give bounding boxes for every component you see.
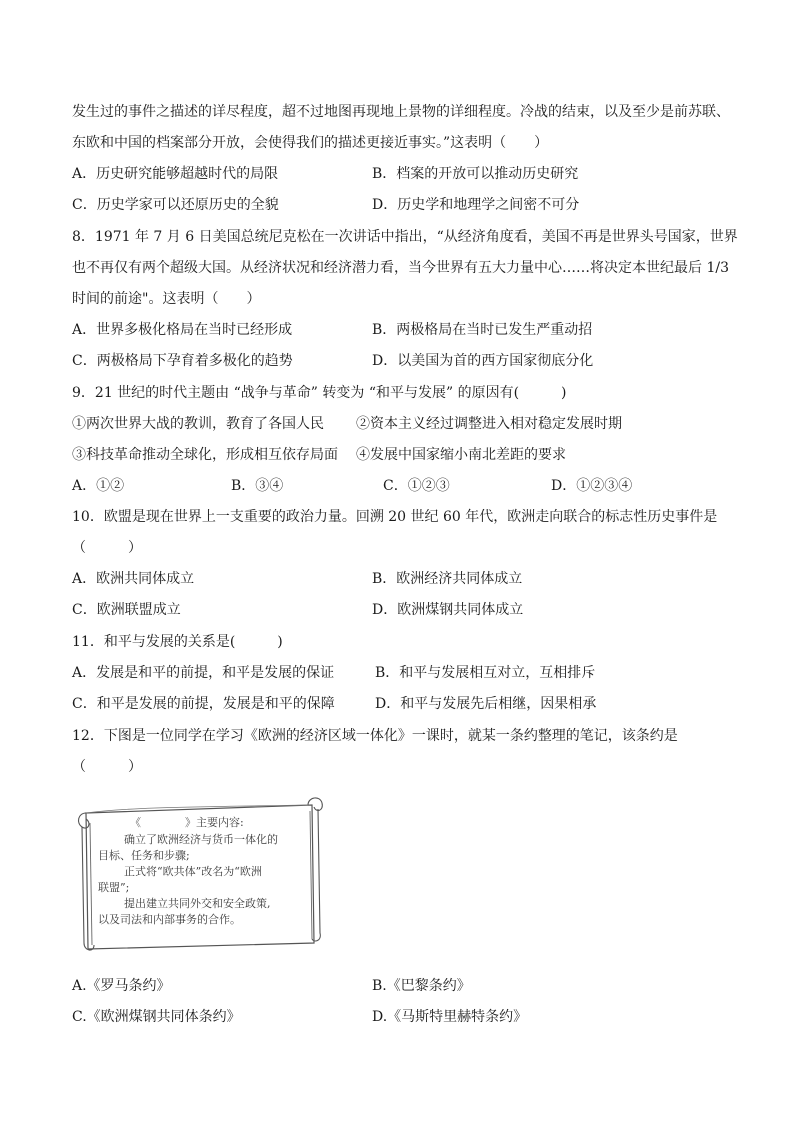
q10-option-a[interactable]: A．欧洲共同体成立 — [72, 571, 195, 587]
q9-statement-1: ①两次世界大战的教训，教育了各国人民 — [72, 416, 324, 432]
q7-option-b[interactable]: B．档案的开放可以推动历史研究 — [372, 166, 579, 182]
q11-option-d[interactable]: D．和平与发展先后相继，因果相承 — [375, 696, 597, 712]
q7-stem-line1: 发生过的事件之描述的详尽程度，超不过地图再现地上景物的详细程度。冷战的结束，以及至少是前苏联、 — [72, 104, 730, 120]
q10-stem-line1: 10．欧盟是现在世界上一支重要的政治力量。回溯 20 世纪 60 年代，欧洲走向联合的标志性历史事件是 — [72, 509, 718, 525]
q12-option-d[interactable]: D.《马斯特里赫特条约》 — [372, 1009, 528, 1025]
q11-option-a[interactable]: A．发展是和平的前提，和平是发展的保证 — [72, 665, 335, 681]
q8-stem-line1: 8．1971 年 7 月 6 日美国总统尼克松在一次讲话中指出，“从经济角度看，美国不再是世界头号国家，世界 — [72, 229, 738, 245]
scroll-line-1: 确立了欧洲经济与货币一体化的 — [124, 833, 278, 846]
q8-stem-line2: 也不再仅有两个超级大国。从经济状况和经济潜力看，当今世界有五大力量中心……将决定本世纪最后 1/3 — [72, 260, 729, 276]
scroll-title: 《 》主要内容: — [130, 816, 244, 829]
q9-option-b[interactable]: B．③④ — [231, 478, 284, 494]
q12-stem-line1: 12．下图是一位同学在学习《欧洲的经济区域一体化》一课时，就某一条约整理的笔记，该条约是 — [72, 728, 678, 744]
scroll-line-4: 联盟”; — [98, 881, 130, 894]
q11-stem-line1: 11．和平与发展的关系是( ) — [72, 634, 283, 650]
q12-option-c[interactable]: C.《欧洲煤钢共同体条约》 — [72, 1009, 241, 1025]
scroll-line-3: 正式将“欧共体”改名为“欧洲 — [124, 865, 262, 878]
q9-statement-3: ③科技革命推动全球化，形成相互依存局面 — [72, 447, 338, 463]
q8-stem-line3: 时间的前途"。这表明（ ） — [72, 291, 261, 307]
q7-stem-line2: 东欧和中国的档案部分开放，会使得我们的描述更接近事实。”这表明（ ） — [72, 135, 549, 151]
scroll-line-2: 目标、任务和步骤; — [98, 849, 190, 862]
q12-option-b[interactable]: B.《巴黎条约》 — [372, 978, 471, 994]
q11-option-c[interactable]: C．和平是发展的前提，发展是和平的保障 — [72, 696, 335, 712]
q8-option-b[interactable]: B．两极格局在当时已发生严重动招 — [372, 322, 593, 338]
q7-option-a[interactable]: A．历史研究能够超越时代的局限 — [72, 166, 279, 182]
q9-statement-4: ④发展中国家缩小南北差距的要求 — [356, 447, 566, 463]
q9-option-d[interactable]: D．①②③④ — [551, 478, 633, 494]
q12-option-a[interactable]: A.《罗马条约》 — [72, 978, 171, 994]
q9-stem-line1: 9．21 世纪的时代主题由 “战争与革命” 转变为 “和平与发展” 的原因有( ) — [72, 385, 567, 401]
q12-stem-line2: （ ） — [72, 759, 142, 775]
q9-statement-2: ②资本主义经过调整进入相对稳定发展时期 — [356, 416, 622, 432]
q10-option-d[interactable]: D．欧洲煤钢共同体成立 — [372, 602, 524, 618]
q9-option-a[interactable]: A．①② — [72, 478, 125, 494]
q11-option-b[interactable]: B．和平与发展相互对立，互相排斥 — [375, 665, 596, 681]
q10-option-b[interactable]: B．欧洲经济共同体成立 — [372, 571, 523, 587]
q7-option-d[interactable]: D．历史学和地理学之间密不可分 — [372, 197, 580, 213]
q10-stem-line2: （ ） — [72, 540, 142, 556]
q7-option-c[interactable]: C．历史学家可以还原历史的全貌 — [72, 197, 279, 213]
q8-option-d[interactable]: D．以美国为首的西方国家彻底分化 — [372, 353, 594, 369]
q8-option-a[interactable]: A．世界多极化格局在当时已经形成 — [72, 322, 293, 338]
q12-scroll-figure — [72, 793, 332, 955]
scroll-line-6: 以及司法和内部事务的合作。 — [98, 913, 241, 926]
scroll-line-5: 提出建立共同外交和安全政策, — [124, 897, 271, 910]
q9-option-c[interactable]: C．①②③ — [383, 478, 450, 494]
q10-option-c[interactable]: C．欧洲联盟成立 — [72, 602, 181, 618]
q8-option-c[interactable]: C．两极格局下孕育着多极化的趋势 — [72, 353, 293, 369]
